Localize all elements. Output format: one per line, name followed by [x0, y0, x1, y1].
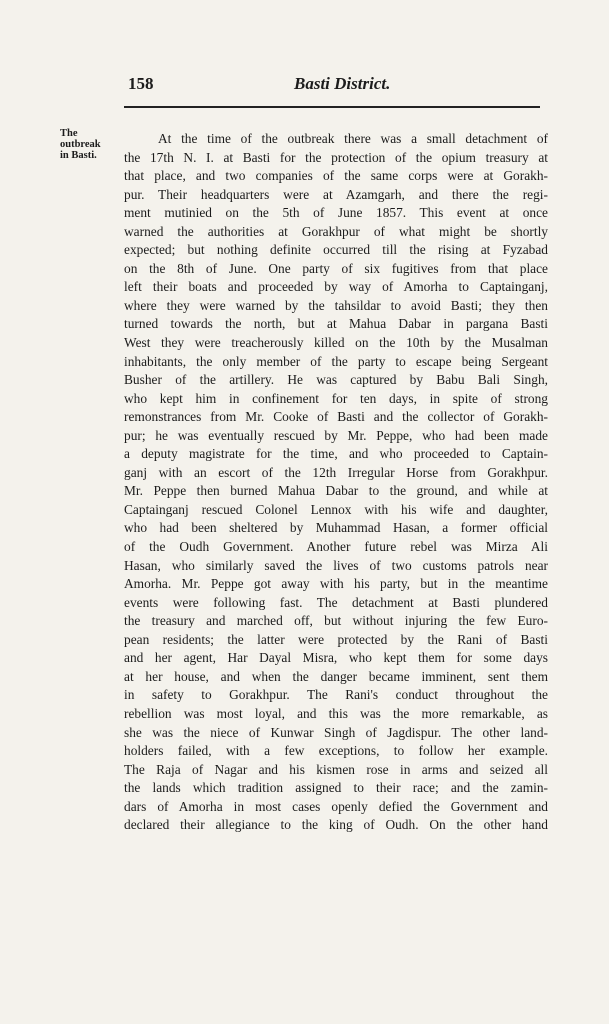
margin-sidenote: [60, 128, 124, 161]
text-line: pean residents; the latter were protected by the Rani of Basti: [124, 631, 548, 647]
text-line: where they were warned by the tahsildar to avoid Basti; they then: [124, 297, 548, 313]
text-line: Hasan, who similarly saved the lives of two customs patrols near: [124, 557, 548, 573]
text-line: left their boats and proceeded by way of Amorha to Captainganj,: [124, 279, 548, 295]
text-line: turned towards the north, but at Mahua Dabar in pargana Basti: [124, 316, 548, 332]
text-line: at her house, and when the danger became imminent, sent them: [124, 668, 548, 684]
running-title: Basti District.: [294, 74, 391, 93]
text-line: inhabitants, the only member of the party to escape being Sergeant: [124, 353, 548, 369]
text-line: expected; but nothing definite occurred till the rising at Fyzabad: [124, 242, 548, 258]
text-line: holders failed, with a few exceptions, to follow her example.: [124, 743, 548, 759]
page-number: 158: [128, 74, 154, 93]
text-line: the treasury and marched off, but without injuring the few Euro-: [124, 613, 548, 629]
text-line: a deputy magistrate for the time, and who proceeded to Captain-: [124, 446, 548, 462]
text-line: dars of Amorha in most cases openly defied the Government and: [124, 798, 548, 814]
text-line: West they were treacherously killed on the 10th by the Musalman: [124, 335, 548, 351]
text-line: Busher of the artillery. He was captured by Babu Bali Singh,: [124, 372, 548, 388]
text-line: ganj with an escort of the 12th Irregular Horse from Gorakhpur.: [124, 464, 548, 480]
text-line: who had been sheltered by Muhammad Hasan, a former official: [124, 520, 548, 536]
text-line: pur; he was eventually rescued by Mr. Peppe, who had been made: [124, 427, 548, 443]
text-line: remonstrances from Mr. Cooke of Basti and the collector of Gorakh-: [124, 409, 548, 425]
page-header: [124, 74, 544, 98]
text-line: The Raja of Nagar and his kismen rose in arms and seized all: [124, 761, 548, 777]
text-line: in safety to Gorakhpur. The Rani's conduct throughout the: [124, 687, 548, 703]
text-line: she was the niece of Kunwar Singh of Jagdispur. The other land-: [124, 724, 548, 740]
text-line: rebellion was most loyal, and this was the more remarkable, as: [124, 705, 548, 721]
text-line: Amorha. Mr. Peppe got away with his party, but in the meantime: [124, 576, 548, 592]
text-line: ment mutinied on the 5th of June 1857. This event at once: [124, 205, 548, 221]
text-line: pur. Their headquarters were at Azamgarh, and there the regi-: [124, 186, 548, 202]
text-line: the 17th N. I. at Basti for the protection of the opium treasury at: [124, 149, 548, 165]
header-rule: [124, 106, 540, 108]
text-line: warned the authorities at Gorakhpur of what might be shortly: [124, 223, 548, 239]
text-line: the lands which tradition assigned to their race; and the zamin-: [124, 780, 548, 796]
text-line: events were following fast. The detachment at Basti plundered: [124, 594, 548, 610]
text-line: and her agent, Har Dayal Misra, who kept them for some days: [124, 650, 548, 666]
sidenote-line: The: [60, 128, 78, 139]
body-text: [124, 130, 548, 835]
text-line: who kept him in confinement for ten days, in spite of strong: [124, 390, 548, 406]
text-line: Captainganj rescued Colonel Lennox with his wife and daughter,: [124, 501, 548, 517]
text-line: that place, and two companies of the same corps were at Gorakh-: [124, 168, 548, 184]
text-line: Mr. Peppe then burned Mahua Dabar to the ground, and while at: [124, 483, 548, 499]
text-line: of the Oudh Government. Another future rebel was Mirza Ali: [124, 539, 548, 555]
sidenote-line: outbreak: [60, 139, 101, 150]
sidenote-line: in Basti.: [60, 150, 97, 161]
text-line: declared their allegiance to the king of Oudh. On the other hand: [124, 817, 548, 833]
text-line: At the time of the outbreak there was a small detachment of: [158, 131, 548, 146]
text-line: on the 8th of June. One party of six fugitives from that place: [124, 260, 548, 276]
